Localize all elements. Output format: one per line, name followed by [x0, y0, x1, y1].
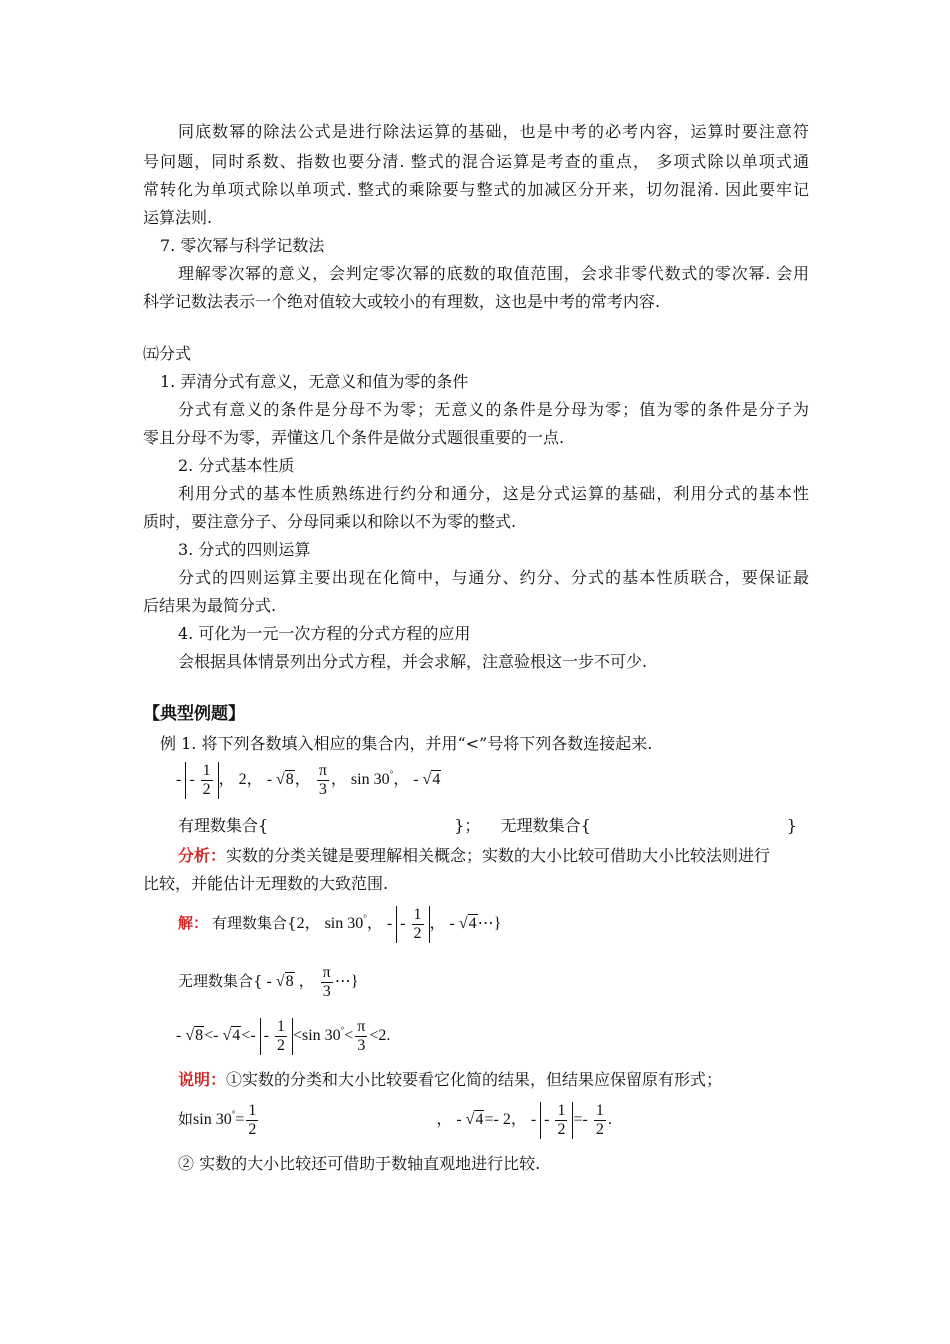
- m-eq: =: [573, 1111, 583, 1129]
- denominator: 2: [557, 1121, 566, 1138]
- m-minus: -: [530, 1111, 537, 1129]
- numerator: π: [357, 1018, 366, 1035]
- sqrt-4: √4: [422, 771, 441, 789]
- sqrt-8: √8: [276, 771, 294, 789]
- fraction-item-2-line-1: 利用分式的基本性质熟练进行约分和通分，这是分式运算的基础，利用分式的基本性: [178, 484, 809, 503]
- fraction-pi-3: [355, 1018, 367, 1055]
- m-comma: ，: [218, 771, 235, 789]
- fraction-half: [555, 1102, 567, 1139]
- m-eq: =: [235, 1111, 245, 1129]
- m-minus: -: [189, 771, 195, 789]
- abs-expr: [540, 1102, 573, 1139]
- m-ellipsis: ⋯: [477, 915, 494, 933]
- m-sin30: sin 30: [324, 915, 364, 933]
- numerator: 1: [248, 1102, 257, 1119]
- denominator: 3: [318, 781, 327, 798]
- radicand: 4: [232, 1027, 241, 1045]
- denominator: 2: [202, 781, 211, 798]
- m-minus: -: [386, 915, 393, 933]
- fraction-half: [594, 1102, 606, 1139]
- m-close-brace: }: [493, 915, 502, 933]
- m-comma: ，: [510, 1111, 527, 1129]
- m-two: 2: [296, 915, 305, 933]
- analysis-text: 实数的分类关键是要理解相关概念；实数的大小比较可借助大小比较法则进行: [226, 846, 771, 865]
- note-example: [178, 1102, 612, 1139]
- m-comma: ，: [366, 915, 383, 933]
- irrational-set-close: }: [786, 816, 797, 835]
- m-comma: ，: [393, 771, 410, 789]
- denominator: 3: [322, 983, 331, 1000]
- m-comma: ，: [436, 1111, 453, 1129]
- analysis-line-2: 比较，并能估计无理数的大致范围.: [143, 874, 389, 893]
- item7-line-1: 理解零次幂的意义，会判定零次幂的底数的取值范围，会求非零代数式的零次幂. 会用: [178, 264, 809, 283]
- degree-sign: °: [340, 1025, 345, 1036]
- m-minus-two: - 2: [493, 1111, 511, 1129]
- m-sin30: sin 30: [301, 1027, 341, 1045]
- intro-line-4: 运算法则.: [143, 208, 213, 227]
- example-1-text: 例 1. 将下列各数填入相应的集合内，并用“<”号将下列各数连接起来.: [160, 734, 653, 753]
- m-lt: <: [344, 1027, 354, 1045]
- radicand: 8: [195, 1027, 204, 1045]
- m-comma: ，: [298, 973, 315, 991]
- note-line-1: [178, 1070, 722, 1090]
- sqrt-8: √8: [185, 1027, 204, 1045]
- fraction-half: [246, 1102, 258, 1139]
- fraction-item-2-line-2: 质时，要注意分子、分母同乘以和除以不为零的整式.: [143, 512, 517, 531]
- number-list: [176, 762, 441, 799]
- denominator: 2: [276, 1037, 285, 1054]
- m-comma: ，: [246, 771, 263, 789]
- m-comma: ，: [330, 771, 347, 789]
- item7-line-2: 科学记数法表示一个绝对值较大或较小的有理数，这也是中考的常考内容.: [143, 292, 661, 311]
- m-minus: -: [176, 771, 182, 789]
- radicand: 8: [285, 771, 294, 789]
- numerator: 1: [202, 762, 211, 779]
- fraction-item-4-title: 4. 可化为一元一次方程的分式方程的应用: [178, 624, 471, 643]
- solution-rational: [178, 906, 501, 943]
- m-sin30: sin 30: [350, 771, 390, 789]
- m-two: 2: [378, 1027, 387, 1045]
- rational-set-close: }；: [454, 816, 481, 835]
- fraction-heading: ㈤分式: [143, 344, 192, 363]
- note-ru: 如: [178, 1110, 194, 1129]
- solution-rational-label: 有理数集合{: [212, 914, 297, 933]
- denominator: 3: [357, 1037, 366, 1054]
- note-text: ①实数的分类和大小比较要看它化简的结果，但结果应保留原有形式；: [226, 1070, 723, 1089]
- abs-expr: [260, 1018, 293, 1055]
- m-minus: -: [413, 771, 419, 789]
- m-comma: ，: [304, 915, 321, 933]
- denominator: 2: [413, 925, 422, 942]
- sqrt-8: √8: [275, 973, 294, 991]
- fraction-item-3-line-1: 分式的四则运算主要出现在化简中，与通分、约分、分式的基本性质联合，要保证最: [178, 568, 809, 587]
- irrational-set-label: 无理数集合{: [500, 816, 591, 835]
- m-lt: <: [204, 1027, 214, 1045]
- fraction-pi-3: [321, 964, 333, 1001]
- m-minus: -: [582, 1111, 588, 1129]
- m-two: 2: [238, 771, 247, 789]
- numerator: 1: [595, 1102, 604, 1119]
- m-eq: =: [484, 1111, 494, 1129]
- fraction-half: [275, 1018, 287, 1055]
- intro-line-1: 同底数幂的除法公式是进行除法运算的基础，也是中考的必考内容，运算时要注意符: [178, 122, 809, 141]
- numerator: π: [322, 964, 331, 981]
- m-period: .: [607, 1111, 612, 1129]
- numerator: 1: [276, 1018, 285, 1035]
- m-minus: -: [544, 1111, 550, 1129]
- fraction-half: [201, 762, 213, 799]
- abs-expr: [396, 906, 429, 943]
- m-comma: ，: [429, 915, 446, 933]
- denominator: 2: [595, 1121, 604, 1138]
- sqrt-4: √4: [222, 1027, 241, 1045]
- solution-irrational: [178, 964, 358, 1001]
- m-ellipsis: ⋯: [334, 973, 351, 991]
- fraction-pi-3: [317, 762, 329, 799]
- degree-sign: °: [363, 913, 367, 924]
- m-minus: -: [456, 1111, 462, 1129]
- m-minus: -: [266, 771, 273, 789]
- m-minus: -: [250, 1027, 256, 1045]
- m-lt: <: [292, 1027, 302, 1045]
- solution-label: 解：: [178, 914, 209, 933]
- fraction-item-2-title: 2. 分式基本性质: [178, 456, 295, 475]
- rational-set-label: 有理数集合{: [178, 816, 269, 835]
- inequality-chain: [176, 1018, 390, 1055]
- degree-sign: °: [389, 769, 394, 780]
- fraction-item-1-line-2: 零且分母不为零，弄懂这几个条件是做分式题很重要的一点.: [143, 428, 565, 447]
- m-minus: -: [449, 915, 455, 933]
- intro-line-2: 号问题，同时系数、指数也要分清. 整式的混合运算是考查的重点， 多项式除以单项式通: [143, 152, 809, 171]
- fraction-half: [412, 906, 424, 943]
- intro-line-3: 常转化为单项式除以单项式. 整式的乘除要与整式的加减区分开来，切勿混淆. 因此要牢记: [143, 180, 809, 199]
- analysis-line-1: [178, 846, 770, 866]
- fraction-item-1-line-1: 分式有意义的条件是分母不为零；无意义的条件是分母为零；值为零的条件是分子为: [178, 400, 809, 419]
- item7-title: 7. 零次幂与科学记数法: [160, 236, 325, 255]
- note-line-2: ② 实数的大小比较还可借助于数轴直观地进行比较.: [178, 1154, 541, 1173]
- m-sin30: sin 30: [193, 1111, 232, 1129]
- numerator: 1: [413, 906, 422, 923]
- radicand: 4: [432, 771, 441, 789]
- note-label: 说明：: [178, 1070, 227, 1089]
- m-comma: ，: [294, 771, 311, 789]
- fraction-item-3-title: 3. 分式的四则运算: [178, 540, 311, 559]
- m-close-brace: }: [350, 973, 359, 991]
- analysis-label: 分析：: [178, 846, 227, 865]
- m-lt: <: [369, 1027, 379, 1045]
- sqrt-4: √4: [458, 915, 477, 933]
- examples-heading: 【典型例题】: [143, 704, 245, 724]
- m-minus: -: [266, 973, 272, 991]
- rational-set-line: [178, 816, 797, 836]
- m-minus: -: [176, 1027, 182, 1045]
- m-period: .: [386, 1027, 391, 1045]
- sqrt-4: √4: [465, 1111, 484, 1129]
- radicand: 4: [475, 1111, 484, 1129]
- m-minus: -: [263, 1027, 269, 1045]
- fraction-item-3-line-2: 后结果为最简分式.: [143, 596, 277, 615]
- numerator: 1: [557, 1102, 566, 1119]
- m-lt: <: [241, 1027, 251, 1045]
- m-minus: -: [213, 1027, 219, 1045]
- denominator: 2: [248, 1121, 257, 1138]
- m-minus: -: [400, 915, 406, 933]
- radicand: 4: [468, 915, 477, 933]
- solution-irrational-label: 无理数集合{: [178, 972, 263, 991]
- abs-expr: [185, 762, 218, 799]
- fraction-item-1-title: 1. 弄清分式有意义，无意义和值为零的条件: [160, 372, 469, 391]
- fraction-item-4-line-1: 会根据具体情景列出分式方程，并会求解，注意验根这一步不可少.: [178, 652, 648, 671]
- numerator: π: [318, 762, 327, 779]
- degree-sign: °: [231, 1109, 236, 1120]
- radicand: 8: [285, 973, 294, 991]
